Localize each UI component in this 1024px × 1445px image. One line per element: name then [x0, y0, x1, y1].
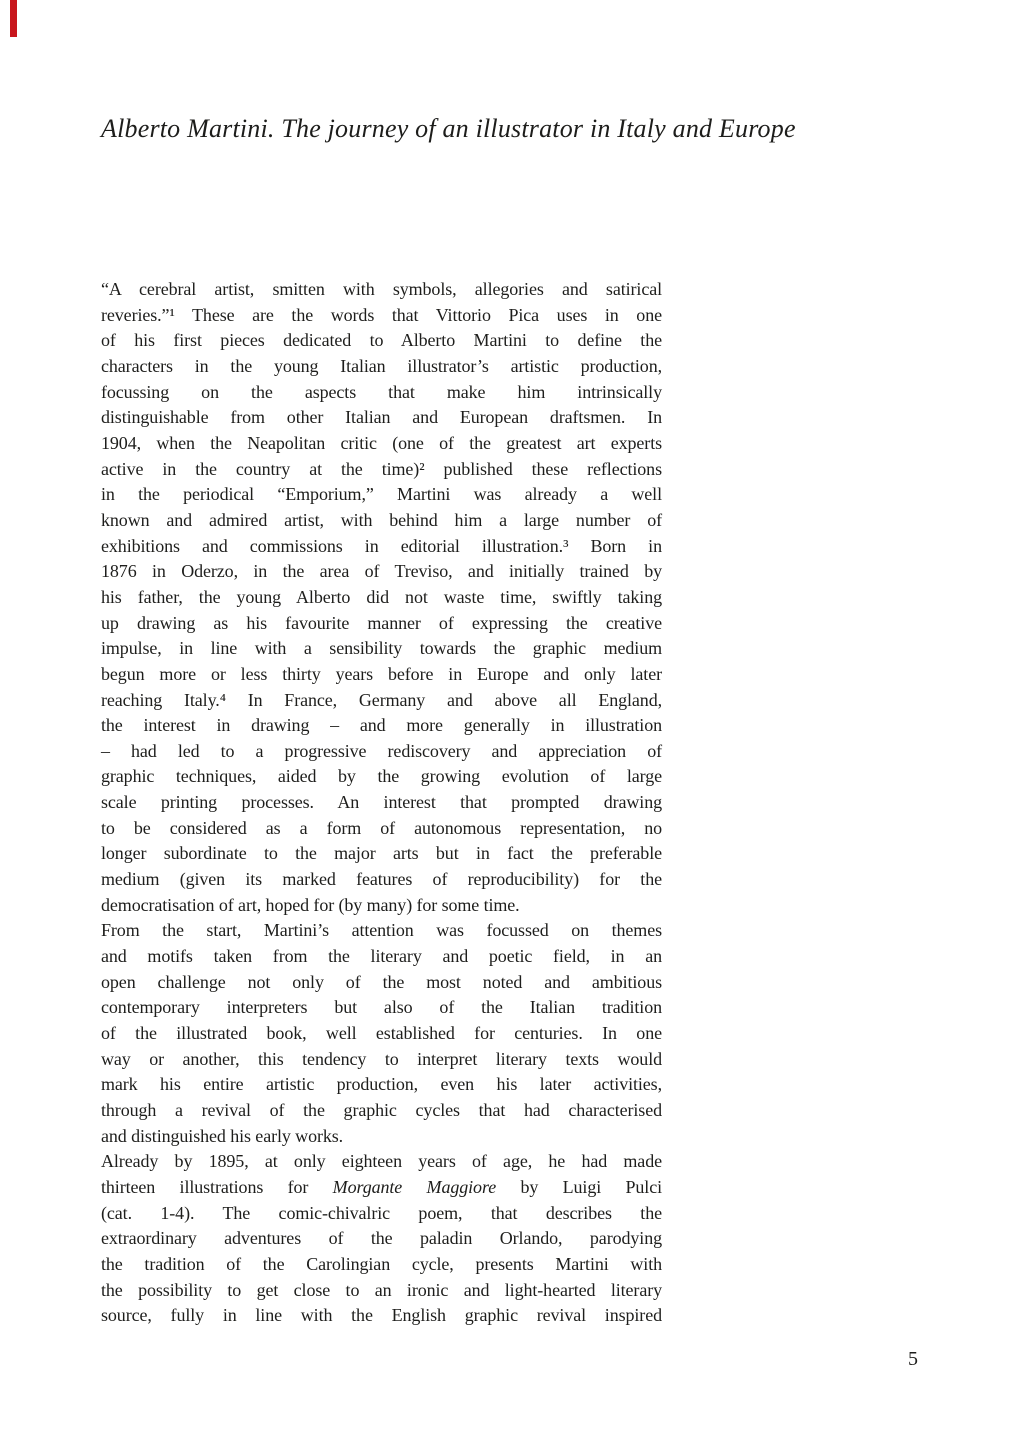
text-line: (cat. 1-4). The comic-chivalric poem, that describes the — [101, 1202, 662, 1223]
page-number: 5 — [908, 1348, 918, 1370]
text-line: and motifs taken from the literary and poetic field, in an — [101, 946, 662, 967]
text-line-paragraph-end: and distinguished his early works. — [101, 1125, 344, 1146]
text-line: the tradition of the Carolingian cycle, presents Martini with — [101, 1253, 662, 1274]
text-line-paragraph-end: democratisation of art, hoped for (by many) for some time. — [101, 894, 520, 915]
text-line: longer subordinate to the major arts but in fact the preferable — [101, 843, 662, 864]
page-title: Alberto Martini. The journey of an illustrator in Italy and Europe — [101, 114, 796, 143]
text-line: of his first pieces dedicated to Alberto Martini to define the — [101, 330, 662, 351]
text-line: open challenge not only of the most noted and ambitious — [101, 971, 662, 992]
text-line: From the start, Martini’s attention was focussed on themes — [101, 920, 662, 941]
text-line: his father, the young Alberto did not waste time, swiftly taking — [101, 586, 662, 607]
text-line: the interest in drawing – and more generally in illustration — [101, 715, 662, 736]
text-line: exhibitions and commissions in editorial illustration.³ Born in — [101, 535, 662, 556]
text-line: scale printing processes. An interest that prompted drawing — [101, 792, 662, 813]
body-text-block — [101, 277, 662, 1329]
text-line: medium (given its marked features of reproducibility) for the — [101, 869, 662, 890]
text-line: to be considered as a form of autonomous representation, no — [101, 817, 662, 838]
text-line: the possibility to get close to an ironic and light-hearted literary — [101, 1279, 662, 1300]
text-segment: thirteen illustrations for — [101, 1176, 333, 1197]
text-line: known and admired artist, with behind him a large number of — [101, 509, 662, 530]
text-line: “A cerebral artist, smitten with symbols, allegories and satirical — [101, 279, 662, 299]
text-line: begun more or less thirty years before in Europe and only later — [101, 663, 662, 684]
text-line: Already by 1895, at only eighteen years of age, he had made — [101, 1151, 662, 1172]
text-line: graphic techniques, aided by the growing evolution of large — [101, 766, 662, 787]
red-spine-mark — [10, 0, 17, 37]
text-line: reaching Italy.⁴ In France, Germany and above all England, — [101, 689, 662, 710]
text-line: focussing on the aspects that make him intrinsically — [101, 381, 662, 402]
text-line-with-book-title — [101, 1175, 662, 1201]
text-line: characters in the young Italian illustrator’s artistic production, — [101, 355, 662, 376]
text-segment: by Luigi Pulci — [496, 1176, 662, 1197]
text-line: way or another, this tendency to interpret literary texts would — [101, 1048, 662, 1069]
text-line: distinguishable from other Italian and European draftsmen. In — [101, 407, 662, 428]
text-line: of the illustrated book, well established for centuries. In one — [101, 1023, 662, 1044]
text-line: source, fully in line with the English graphic revival inspired — [101, 1305, 662, 1326]
text-line: through a revival of the graphic cycles that had characterised — [101, 1100, 662, 1120]
book-title-italic: Morgante Maggiore — [332, 1176, 497, 1197]
text-line: mark his entire artistic production, even his later activities, — [101, 1074, 662, 1095]
text-line: extraordinary adventures of the paladin Orlando, parodying — [101, 1228, 662, 1249]
text-line: – had led to a progressive rediscovery and appreciation of — [101, 740, 662, 761]
text-line: 1876 in Oderzo, in the area of Treviso, and initially trained by — [101, 561, 662, 582]
text-line: up drawing as his favourite manner of expressing the creative — [101, 612, 662, 633]
text-line: reveries.”¹ These are the words that Vittorio Pica uses in one — [101, 304, 662, 325]
text-line: in the periodical “Emporium,” Martini was already a well — [101, 484, 662, 505]
text-line: contemporary interpreters but also of the Italian tradition — [101, 997, 662, 1018]
text-line: 1904, when the Neapolitan critic (one of the greatest art experts — [101, 432, 662, 453]
text-line: impulse, in line with a sensibility towards the graphic medium — [101, 638, 662, 659]
text-line: active in the country at the time)² published these reflections — [101, 458, 662, 479]
